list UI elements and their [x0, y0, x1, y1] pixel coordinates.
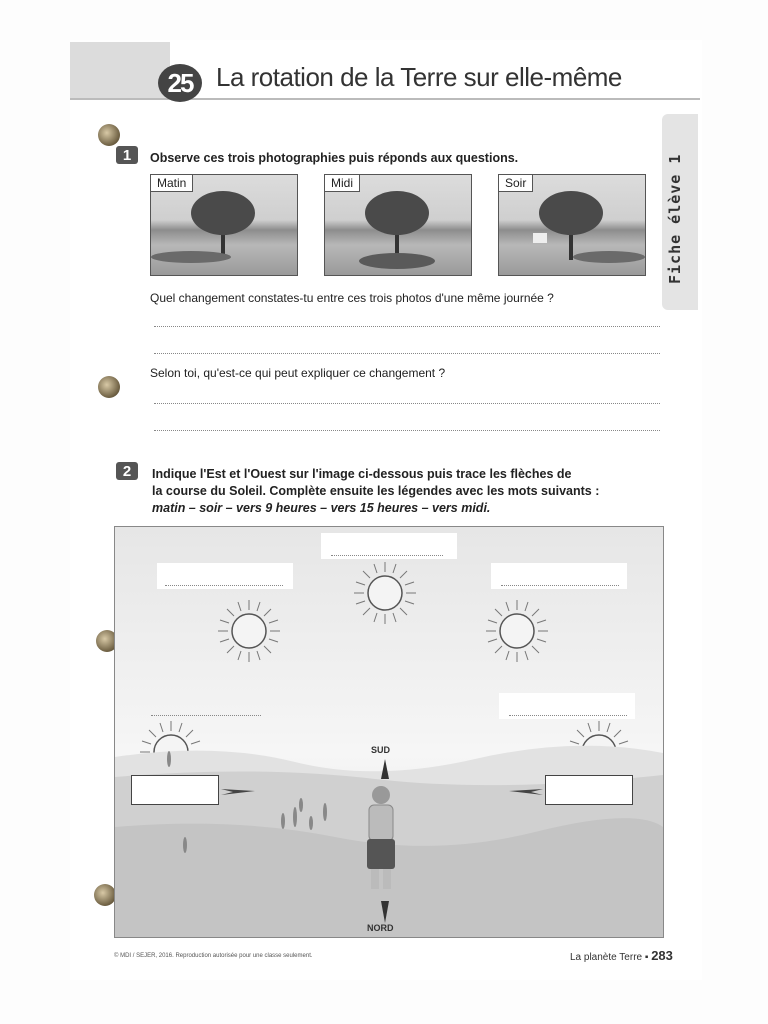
photo-label-noon: Midi	[325, 175, 360, 192]
page-number: 283	[651, 948, 673, 963]
exercise-2-word-list: matin – soir – vers 9 heures – vers 15 heures – vers midi.	[152, 501, 491, 515]
photo-label-evening: Soir	[499, 175, 533, 192]
answer-line[interactable]	[154, 326, 660, 327]
page-title: La rotation de la Terre sur elle-même	[216, 62, 622, 92]
caption-answer-line[interactable]	[151, 715, 261, 716]
west-east-answer-box-right[interactable]	[545, 775, 633, 805]
exercise-2-line-1: Indique l'Est et l'Ouest sur l'image ci-dessous puis trace les flèches de	[152, 467, 572, 481]
binder-hole	[94, 884, 116, 906]
photo-noon	[324, 174, 472, 276]
exercise-2-number: 2	[116, 462, 138, 480]
book-title: La planète Terre	[570, 952, 643, 963]
question-2: Selon toi, qu'est-ce qui peut expliquer ce changement ?	[150, 366, 446, 380]
exercise-1-instruction: Observe ces trois photographies puis réponds aux questions.	[150, 151, 519, 165]
side-tab-label: Fiche élève 1	[666, 153, 684, 284]
binder-hole	[98, 124, 120, 146]
answer-line[interactable]	[154, 430, 660, 431]
west-east-answer-box-left[interactable]	[131, 775, 219, 805]
copyright-notice: © MDI / SEJER, 2016. Reproduction autorisée pour une classe seulement.	[114, 953, 313, 959]
header-band	[70, 42, 170, 100]
exercise-2-line-2: la course du Soleil. Complète ensuite les légendes avec les mots suivants :	[152, 484, 600, 498]
sun-path-scene	[114, 526, 664, 938]
north-label: NORD	[367, 923, 394, 933]
caption-answer-line[interactable]	[165, 585, 283, 586]
photo-morning	[150, 174, 298, 276]
south-label: SUD	[371, 745, 391, 755]
photo-label-morning: Matin	[151, 175, 193, 192]
binder-hole	[98, 376, 120, 398]
caption-answer-line[interactable]	[501, 585, 619, 586]
caption-answer-line[interactable]	[331, 555, 443, 556]
header-rule	[70, 98, 700, 100]
lesson-number-badge: 25	[158, 64, 202, 102]
side-tab	[662, 114, 698, 310]
page-footer: La planète Terre ▪ 283	[570, 948, 673, 963]
answer-line[interactable]	[154, 403, 660, 404]
answer-line[interactable]	[154, 353, 660, 354]
caption-answer-line[interactable]	[509, 715, 627, 716]
question-1: Quel changement constates-tu entre ces trois photos d'une même journée ?	[150, 291, 554, 305]
exercise-1-number: 1	[116, 146, 138, 164]
photo-evening	[498, 174, 646, 276]
